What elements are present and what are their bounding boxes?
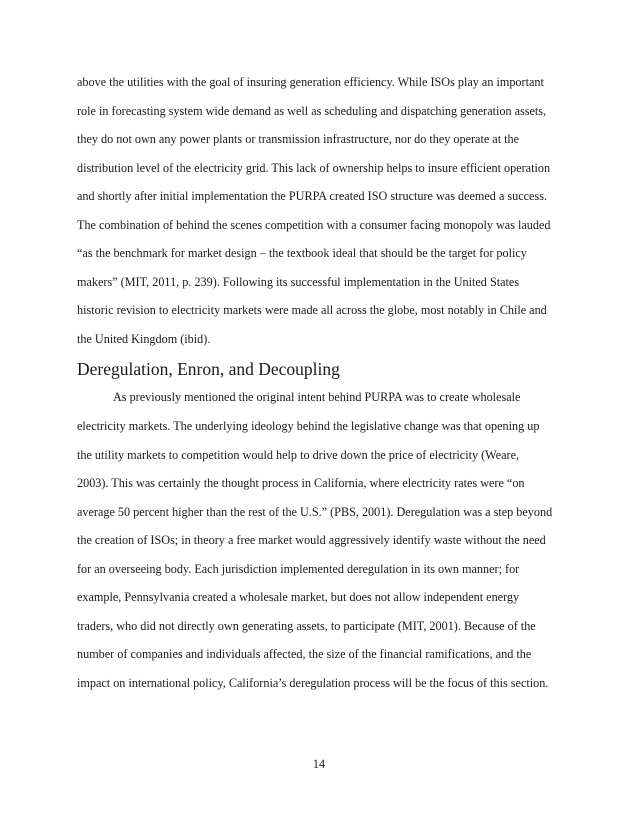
paragraph-line: number of companies and individuals affected, the size of the financial ramifications, and the xyxy=(77,647,532,662)
paragraph-line: 2003). This was certainly the thought process in California, where electricity rates were “on xyxy=(77,476,525,491)
page-content xyxy=(77,68,571,697)
paragraph-line: they do not own any power plants or transmission infrastructure, nor do they operate at the xyxy=(77,132,520,147)
paragraph-line: above the utilities with the goal of insuring generation efficiency. While ISOs play an important xyxy=(77,75,544,89)
paragraph-line: electricity markets. The underlying ideology behind the legislative change was that opening up xyxy=(77,419,540,434)
paragraph-continuation xyxy=(77,68,571,353)
paragraph-line: The combination of behind the scenes competition with a consumer facing monopoly was lauded xyxy=(77,217,551,232)
section-paragraph xyxy=(77,383,571,697)
paragraph-line: impact on international policy, California’s deregulation process will be the focus of this section. xyxy=(77,675,549,690)
paragraph-line: the creation of ISOs; in theory a free market would aggressively identify waste without the need xyxy=(77,533,546,548)
paragraph-line: “as the benchmark for market design – the textbook ideal that should be the target for policy xyxy=(77,246,527,261)
paragraph-line: As previously mentioned the original intent behind PURPA was to create wholesale xyxy=(113,390,521,405)
paragraph-line: the United Kingdom (ibid). xyxy=(77,331,211,346)
paragraph-line: makers” (MIT, 2011, p. 239). Following its successful implementation in the United States xyxy=(77,274,520,289)
section-heading: Deregulation, Enron, and Decoupling xyxy=(77,359,340,380)
paragraph-line: for an overseeing body. Each jurisdiction implemented deregulation in its own manner; for xyxy=(77,561,520,576)
paragraph-line: traders, who did not directly own generating assets, to participate (MIT, 2001). Because of the xyxy=(77,618,536,633)
paragraph-line: the utility markets to competition would help to drive down the price of electricity (Weare, xyxy=(77,447,520,462)
page-number: 14 xyxy=(312,757,326,771)
paragraph-line: example, Pennsylvania created a wholesale market, but does not allow independent energy xyxy=(77,590,520,605)
paragraph-line: distribution level of the electricity grid. This lack of ownership helps to insure efficient operation xyxy=(77,160,551,175)
paragraph-line: role in forecasting system wide demand as well as scheduling and dispatching generation assets, xyxy=(77,103,547,118)
paragraph-line: average 50 percent higher than the rest of the U.S.” (PBS, 2001). Deregulation was a step beyond xyxy=(77,504,553,519)
paragraph-line: and shortly after initial implementation the PURPA created ISO structure was deemed a success. xyxy=(77,189,548,204)
paragraph-line: historic revision to electricity markets were made all across the globe, most notably in Chile and xyxy=(77,303,547,318)
